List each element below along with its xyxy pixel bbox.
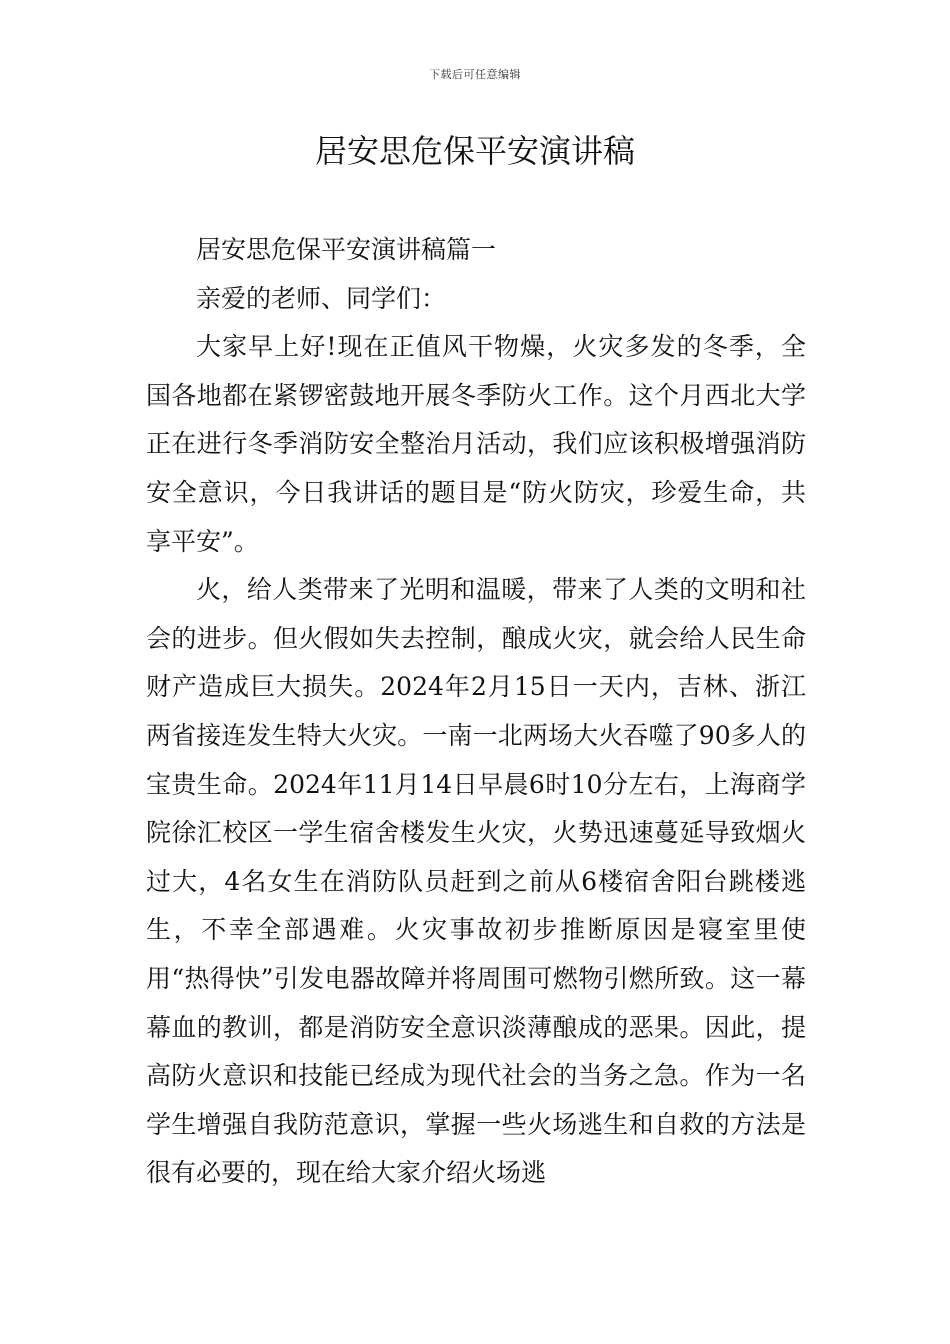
document-body	[146, 226, 806, 1198]
salutation: 亲爱的老师、同学们：	[196, 283, 447, 313]
document-title: 居安思危保平安演讲稿	[314, 132, 635, 170]
header-note: 下载后可任意编辑	[429, 68, 521, 81]
body-paragraph: 大家早上好!现在正值风干物燥，火灾多发的冬季，全国各地都在紧锣密鼓地开展冬季防火工作。这个月西北大学正在进行冬季消防安全整治月活动，我们应该积极增强消防安全意识，今日我讲话的题目是“防火防灾，珍爱生命，共享平安”。	[146, 332, 806, 556]
body-paragraph: 火，给人类带来了光明和温暖，带来了人类的文明和社会的进步。但火假如失去控制，酿成火灾，就会给人民生命财产造成巨大损失。2024年2月15日一天内，吉林、浙江两省接连发生特大火灾。一南一北两场大火吞噬了90多人的宝贵生命。2024年11月14日早晨6时10分左右，上海商学院徐汇校区一学生宿舍楼发生火灾，火势迅速蔓延导致烟火过大，4名女生在消防队员赶到之前从6楼宿舍阳台跳楼逃生，不幸全部遇难。火灾事故初步推断原因是寝室里使用“热得快”引发电器故障并将周围可燃物引燃所致。这一幕幕血的教训，都是消防安全意识淡薄酿成的恶果。因此，提高防火意识和技能已经成为现代社会的当务之急。作为一名学生增强自我防范意识，掌握一些火场逃生和自救的方法是很有必要的，现在给大家介绍火场逃	[146, 575, 806, 1188]
section-heading: 居安思危保平安演讲稿篇一	[196, 235, 497, 264]
